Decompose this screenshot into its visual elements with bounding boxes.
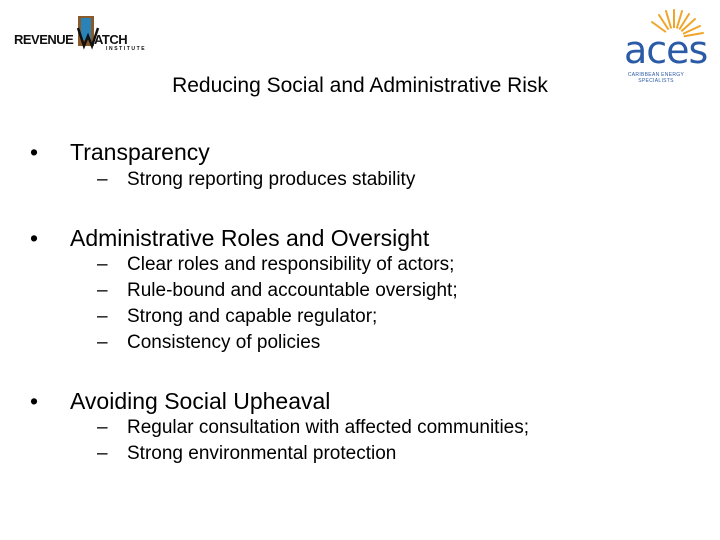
- sub-item: [97, 167, 710, 193]
- sub-text: Strong environmental protection: [127, 443, 397, 464]
- bullet-dot: •: [30, 388, 39, 414]
- sub-text: Rule-bound and accountable oversight;: [127, 280, 458, 301]
- aces-wordmark: aces: [624, 28, 708, 72]
- sub-text: Clear roles and responsibility of actors;: [127, 254, 455, 275]
- sub-dash: –: [97, 417, 108, 438]
- revenue-watch-logo: [14, 14, 164, 60]
- sub-item: [97, 330, 710, 356]
- sub-item: [97, 415, 710, 441]
- sub-dash: –: [97, 169, 108, 190]
- bullet-transparency: [30, 138, 710, 166]
- logo-revenue-text: REVENUE: [14, 32, 74, 47]
- bullet-dot: •: [30, 139, 39, 165]
- sub-text: Strong reporting produces stability: [127, 169, 416, 190]
- sub-dash: –: [97, 332, 108, 353]
- aces-tagline: CARIBBEAN ENERGY SPECIALISTS: [627, 72, 685, 84]
- logo-institute-text: INSTITUTE: [106, 46, 147, 52]
- logo-watch-text: ATCH: [94, 32, 128, 47]
- bullet-administrative-roles: [30, 224, 710, 252]
- bullet-text: Administrative Roles and Oversight: [70, 225, 430, 251]
- sub-item: [97, 278, 710, 304]
- bullet-list: [30, 138, 710, 467]
- sub-dash: –: [97, 443, 108, 464]
- sub-dash: –: [97, 280, 108, 301]
- sub-dash: –: [97, 254, 108, 275]
- bullet-text: Avoiding Social Upheaval: [70, 388, 331, 414]
- sub-dash: –: [97, 306, 108, 327]
- sub-item: [97, 304, 710, 330]
- sub-item: [97, 252, 710, 278]
- bullet-text: Transparency: [70, 139, 210, 165]
- bullet-dot: •: [30, 225, 39, 251]
- slide-title: Reducing Social and Administrative Risk: [172, 74, 548, 97]
- sub-text: Regular consultation with affected communities;: [127, 417, 530, 438]
- sub-item: [97, 441, 710, 467]
- bullet-avoiding-social-upheaval: [30, 387, 710, 415]
- sub-text: Consistency of policies: [127, 332, 321, 353]
- sub-text: Strong and capable regulator;: [127, 306, 378, 327]
